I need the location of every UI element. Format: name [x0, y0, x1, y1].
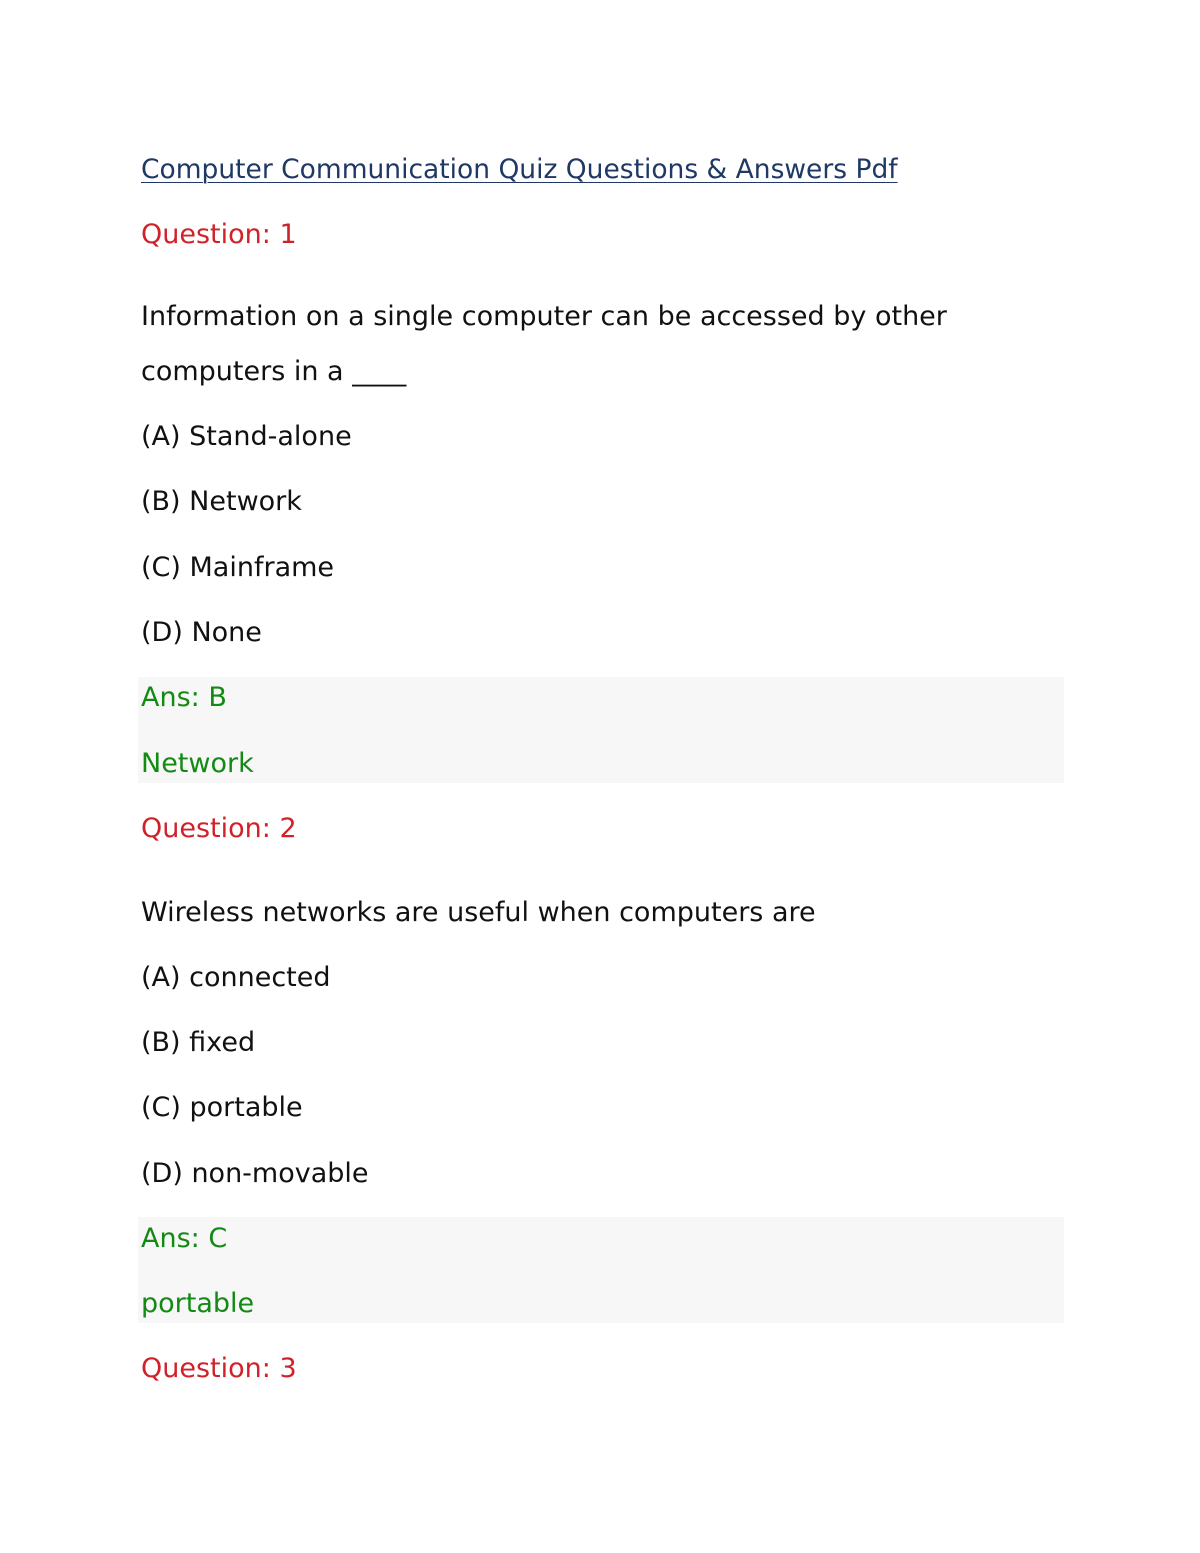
question-2-option-c: (C) portable: [141, 1092, 303, 1123]
question-2-option-a: (A) connected: [141, 962, 331, 993]
question-1-label: Question: 1: [141, 219, 297, 250]
question-2-option-d: (D) non-movable: [141, 1158, 369, 1189]
question-2-label: Question: 2: [141, 813, 297, 844]
question-3-label: Question: 3: [141, 1353, 297, 1384]
question-2-text-line-1: Wireless networks are useful when computers are: [141, 897, 816, 928]
document-title-link[interactable]: Computer Communication Quiz Questions & Answers Pdf: [141, 154, 898, 185]
question-1-option-c: (C) Mainframe: [141, 552, 335, 583]
question-1-text-line-2: computers in a ____: [141, 356, 407, 387]
question-1-answer-label: Ans: B: [141, 682, 227, 713]
question-1-answer-text: Network: [141, 748, 254, 779]
question-1-option-d: (D) None: [141, 617, 262, 648]
question-2-answer-box: [138, 1217, 1064, 1323]
question-1-option-a: (A) Stand-alone: [141, 421, 352, 452]
question-1-option-b: (B) Network: [141, 486, 302, 517]
question-2-answer-text: portable: [141, 1288, 255, 1319]
question-2-option-b: (B) fixed: [141, 1027, 256, 1058]
question-2-answer-label: Ans: C: [141, 1223, 228, 1254]
question-1-text-line-1: Information on a single computer can be accessed by other: [141, 301, 947, 332]
question-1-answer-box: [138, 677, 1064, 783]
